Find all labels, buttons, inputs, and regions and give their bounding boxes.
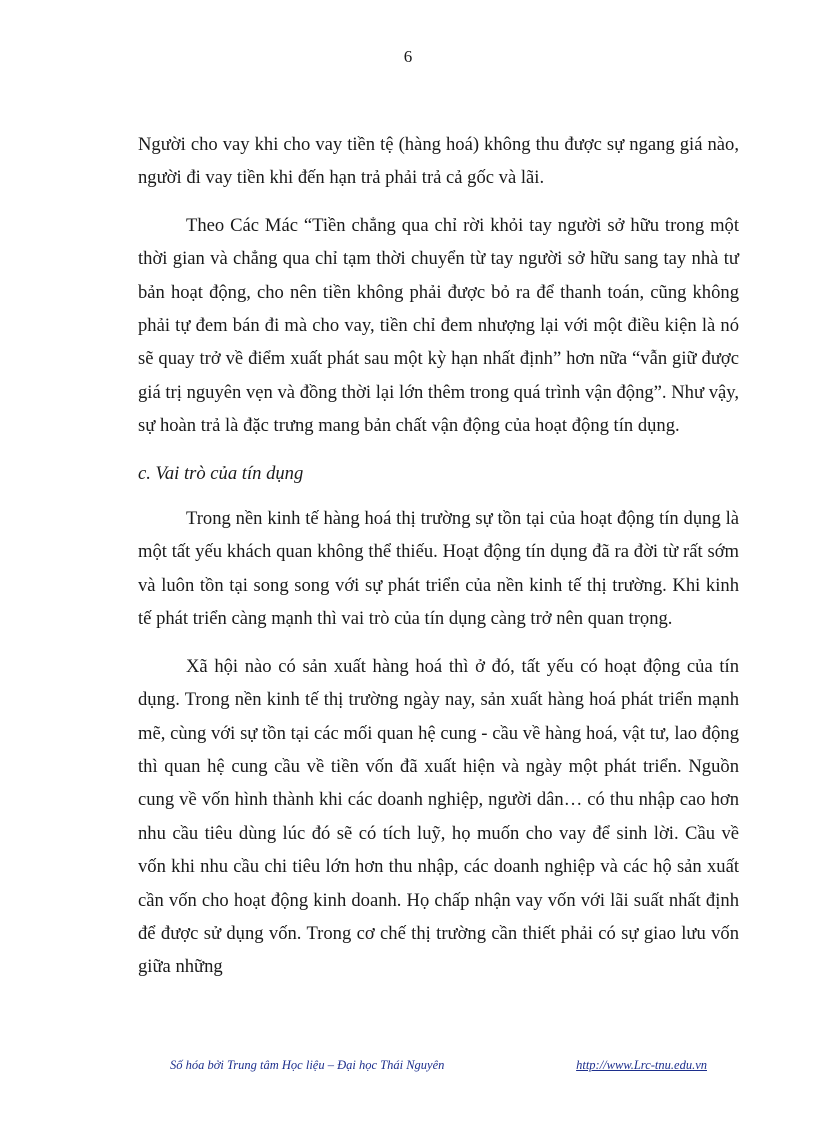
footer-link[interactable]: http://www.Lrc-tnu.edu.vn — [576, 1058, 707, 1072]
paragraph-credit-role: Trong nền kinh tế hàng hoá thị trường sự tồn tại của hoạt động tín dụng là một tất yếu khách quan không thể thiếu. Hoạt động tín dụng đã ra đời từ rất sớm và luôn tồn tại song song với sự phát triển của nền kinh tế thị trường. Khi kinh tế phát triển càng mạnh thì vai trò của tín dụng càng trở nên quan trọng. — [138, 508, 739, 630]
paragraph-supply-demand: Xã hội nào có sản xuất hàng hoá thì ở đó, tất yếu có hoạt động của tín dụng. Trong nền kinh tế thị trường ngày nay, sản xuất hàng hoá phát triển mạnh mẽ, cùng với sự tồn tại các mối quan hệ cung - cầu về hàng hoá, vật tư, lao động thì quan hệ cung cầu về tiền vốn đã xuất hiện và ngày một phát triển. Nguồn cung về vốn hình thành khi các doanh nghiệp, người dân… có thu nhập cao hơn nhu cầu tiêu dùng lúc đó sẽ có tích luỹ, họ muốn cho vay để sinh lời. Cầu về vốn khi nhu cầu chi tiêu lớn hơn thu nhập, các doanh nghiệp và các hộ sản xuất cần vốn cho hoạt động kinh doanh. Họ chấp nhận vay vốn với lãi suất nhất định để được sử dụng vốn. Trong cơ chế thị trường cần thiết phải có sự giao lưu vốn giữa những — [138, 655, 739, 978]
page-number: 6 — [403, 47, 413, 66]
paragraph-continuation: Người cho vay khi cho vay tiền tệ (hàng hoá) không thu được sự ngang giá nào, người đi vay tiền khi đến hạn trả phải trả cả gốc và lãi. — [138, 134, 739, 189]
document-body — [138, 128, 739, 998]
footer-credit: Số hóa bởi Trung tâm Học liệu – Đại học Thái Nguyên — [170, 1058, 445, 1072]
section-heading: c. Vai trò của tín dụng — [138, 462, 304, 484]
paragraph-marx-quote: Theo Các Mác “Tiền chẳng qua chỉ rời khỏi tay người sở hữu trong một thời gian và chẳng qua chỉ tạm thời chuyển từ tay người sở hữu sang tay nhà tư bản hoạt động, cho nên tiền không phải được bỏ ra để thanh toán, cũng không phải tự đem bán đi mà cho vay, tiền chỉ đem nhượng lại với một điều kiện là nó sẽ quay trở về điểm xuất phát sau một kỳ hạn nhất định” hơn nữa “vẫn giữ được giá trị nguyên vẹn và đồng thời lại lớn thêm trong quá trình vận động”. Như vậy, sự hoàn trả là đặc trưng mang bản chất vận động của hoạt động tín dụng. — [138, 214, 739, 437]
